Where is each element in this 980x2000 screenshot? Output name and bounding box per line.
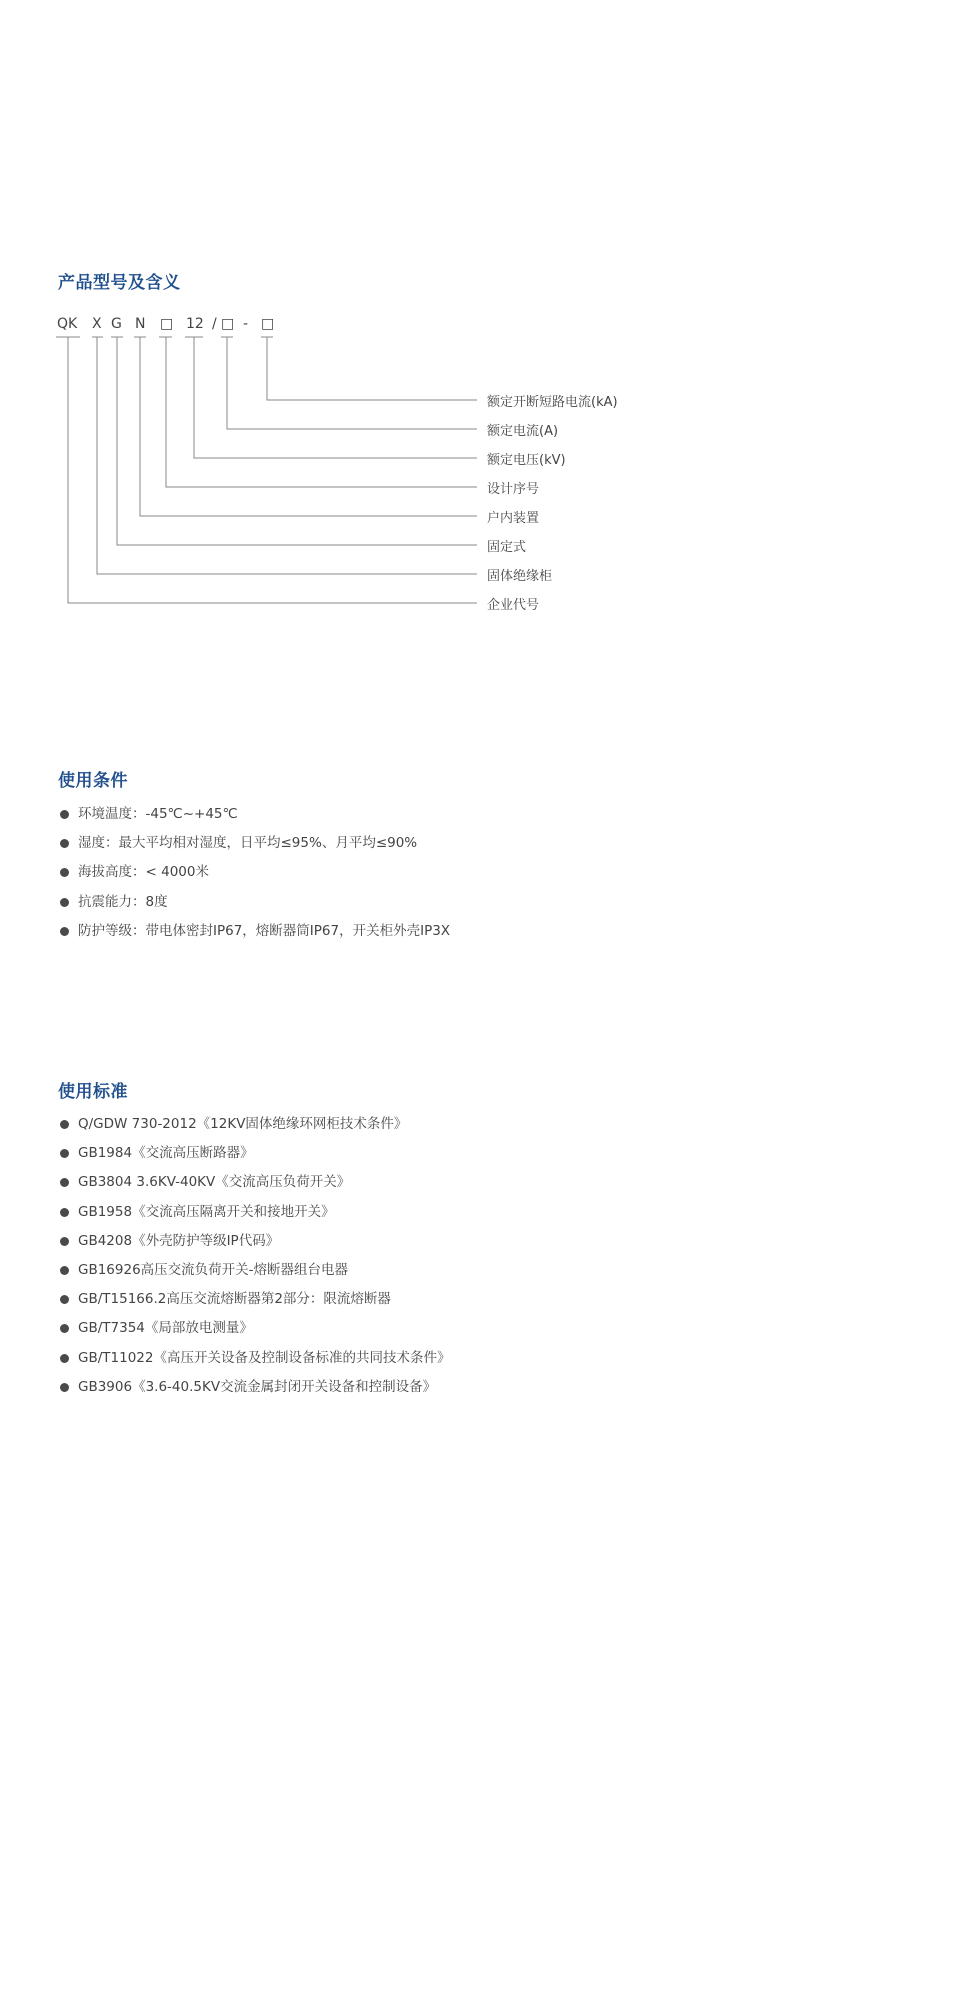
- list-item: GB3906《3.6-40.5KV交流金属封闭开关设备和控制设备》: [58, 1373, 450, 1402]
- bullet-icon: [60, 927, 69, 936]
- bullet-icon: [60, 1178, 69, 1187]
- list-item: GB/T11022《高压开关设备及控制设备标准的共同技术条件》: [58, 1344, 450, 1373]
- list-item: 环境温度：-45℃~+45℃: [58, 800, 450, 829]
- bullet-icon: [60, 898, 69, 907]
- conditions-title: 使用条件: [58, 771, 128, 791]
- meaning-solid-insulated: 固体绝缘柜: [487, 569, 553, 584]
- code-part-n: N: [135, 316, 146, 332]
- bullet-icon: [60, 1120, 69, 1129]
- bullet-icon: [60, 868, 69, 877]
- code-part-x: X: [92, 316, 102, 332]
- meaning-design-number: 设计序号: [487, 482, 540, 497]
- bullet-icon: [60, 839, 69, 848]
- meaning-rated-current: 额定电流(A): [487, 424, 559, 439]
- code-part-12: 12: [186, 316, 204, 332]
- bullet-icon: [60, 1354, 69, 1363]
- meaning-fixed: 固定式: [487, 540, 527, 555]
- list-item: 湿度：最大平均相对湿度，日平均≤95%、月平均≤90%: [58, 829, 450, 858]
- model-code-diagram: [0, 0, 980, 640]
- code-part-qk: QK: [57, 316, 78, 332]
- bullet-icon: [60, 1208, 69, 1217]
- list-item: 抗震能力：8度: [58, 888, 450, 917]
- list-item: GB16926高压交流负荷开关-熔断器组台电器: [58, 1256, 450, 1285]
- bullet-icon: [60, 810, 69, 819]
- meaning-rated-breaking-current: 额定开断短路电流(kA): [487, 395, 618, 410]
- code-part-g: G: [111, 316, 122, 332]
- conditions-list: [58, 800, 450, 946]
- meaning-indoor: 户内装置: [487, 511, 540, 526]
- meaning-company-code: 企业代号: [487, 598, 540, 613]
- list-item: 海拔高度：< 4000米: [58, 858, 450, 887]
- list-item: 防护等级：带电体密封IP67，熔断器筒IP67，开关柜外壳IP3X: [58, 917, 450, 946]
- bullet-icon: [60, 1266, 69, 1275]
- list-item: GB/T7354《局部放电测量》: [58, 1314, 450, 1343]
- meaning-rated-voltage: 额定电压(kV): [487, 453, 566, 468]
- list-item: GB4208《外壳防护等级IP代码》: [58, 1227, 450, 1256]
- code-part-box-2: □: [221, 316, 235, 332]
- bullet-icon: [60, 1237, 69, 1246]
- list-item: GB1958《交流高压隔离开关和接地开关》: [58, 1198, 450, 1227]
- list-item: Q/GDW 730-2012《12KV固体绝缘环网柜技术条件》: [58, 1110, 450, 1139]
- model-section-title: 产品型号及含义: [58, 273, 181, 293]
- code-part-slash: /: [212, 316, 217, 332]
- bullet-icon: [60, 1383, 69, 1392]
- list-item: GB/T15166.2高压交流熔断器第2部分：限流熔断器: [58, 1285, 450, 1314]
- code-part-box-3: □: [261, 316, 275, 332]
- standards-title: 使用标准: [58, 1082, 128, 1102]
- bullet-icon: [60, 1149, 69, 1158]
- list-item: GB1984《交流高压断路器》: [58, 1139, 450, 1168]
- code-part-dash: -: [243, 316, 249, 332]
- bullet-icon: [60, 1295, 69, 1304]
- standards-list: [58, 1110, 450, 1402]
- code-part-box-1: □: [160, 316, 174, 332]
- bullet-icon: [60, 1324, 69, 1333]
- list-item: GB3804 3.6KV-40KV《交流高压负荷开关》: [58, 1168, 450, 1197]
